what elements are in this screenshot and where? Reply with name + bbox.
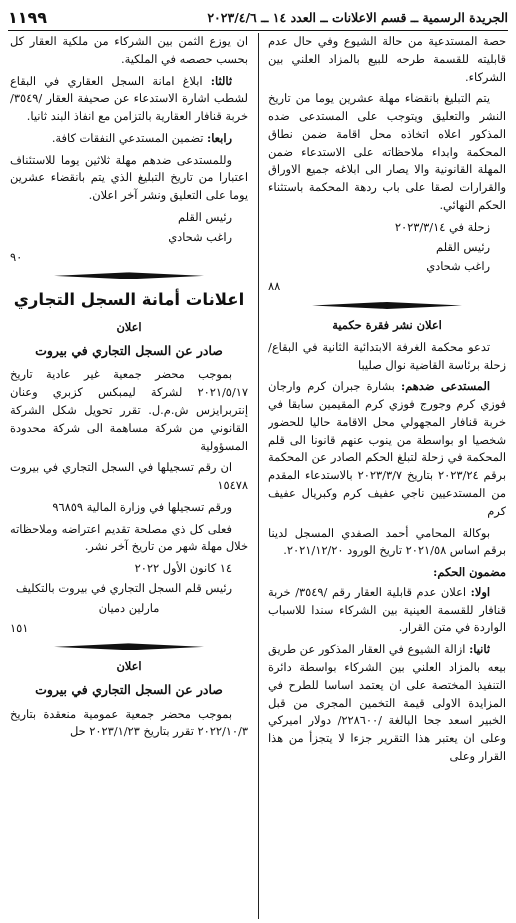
left-column xyxy=(10,33,248,919)
finance-registration: ورقم تسجيلها في وزارة المالية ٩٦٨٥٩ xyxy=(52,499,232,514)
signer-title: رئيس القلم xyxy=(178,210,232,225)
notice-heading: اعلان نشر فقرة حكمية xyxy=(332,317,442,332)
partition-text: حصة المستدعية من حالة الشيوع وفي حال عدم قابليته للقسمة طرحه للبيع بالمزاد العلني بين الشركاء. xyxy=(268,34,506,84)
ruling-heading: مضمون الحكم: xyxy=(433,565,506,580)
signer-name: راغب شحادي xyxy=(426,259,490,274)
registrar-title: رئيس قلم السجل التجاري في بيروت بالتكليف xyxy=(15,580,232,595)
signer-title: رئيس القلم xyxy=(436,239,490,254)
announcement-body: بموجب محضر جمعية غير عادية تاريخ ٢٠٢١/٥/١٧ لشركة ليمبكس كزبري وعنان إنتربرايزس ش.م.ل. تقرر تحويل شكل الشركة القانوني من شركة مساهمة الى شركة محدودة المسؤولية xyxy=(10,367,248,453)
reference-number: ٩٠ xyxy=(10,249,23,264)
notification-text: يتم التبليغ بانقضاء مهلة عشرين يوما من تاريخ النشر والتعليق ويتوجب على المستدعى ضده المذكور اعلاه اتخاذه محل اقامة ضمن نطاق المحكمة وابداء ملاحظاته على الاستدعاء ضمن المهلة القانونية والا يصار الى ابلاغه جميع الاوراق والقرارات لصقا على باب ردهة المحكمة باستثناء الحكم النهائي. xyxy=(268,91,506,213)
appeal-paragraph: وللمستدعى ضدهم مهلة ثلاثين يوما للاستئناف اعتبارا من تاريخ التبليغ الذي يتم بانقضاء عشرين يوما على التعليق ونشر آخر اعلان. xyxy=(10,152,248,203)
signer-name: راغب شحادي xyxy=(168,229,232,244)
fourth-label: رابعا: xyxy=(206,130,232,145)
ruling-first xyxy=(268,584,506,637)
third-text: ابلاغ امانة السجل العقاري في البقاع لشطب اشارة الاستدعاء عن صحيفة العقار /٣٥٤٩/ خربة قنافار العقارية بالتزامن مع انفاذ البند ثانيا. xyxy=(10,73,248,124)
page-header xyxy=(8,6,508,31)
fourth-text: تضمين المستدعي النفقات كافة. xyxy=(51,130,207,145)
agent-paragraph: بوكالة المحامي أحمد الصفدي المسجل لدينا برقم اساس ٢٠٢١/٥٨ تاريخ الورود ٢٠٢١/١٢/٢٠. xyxy=(268,525,506,558)
announcement-body: بموجب محضر جمعية عمومية منعقدة بتاريخ ٢٠٢٢/١٠/٣ تقرر بتاريخ ٢٠٢٣/١/٢٣ حل xyxy=(10,706,248,739)
court-paragraph: تدعو محكمة الغرفة الابتدائية الثانية في البقاع/ زحلة برئاسة القاضية نوال صليبا xyxy=(268,339,506,372)
respondents-paragraph xyxy=(268,378,506,520)
ruling-fourth xyxy=(10,130,248,148)
registrar-name: مارلين دميان xyxy=(98,600,160,615)
column-divider xyxy=(258,33,259,919)
section-divider xyxy=(268,302,506,309)
announcement-date: ١٤ كانون الأول ٢٠٢٢ xyxy=(134,561,232,576)
page-number: ١١٩٩ xyxy=(8,7,48,27)
registration-number: ان رقم تسجيلها في السجل التجاري في بيروت ١٥٤٧٨ xyxy=(10,460,248,493)
announcement-heading: اعلان xyxy=(116,659,142,674)
section-title: اعلانات أمانة السجل التجاري xyxy=(13,290,245,310)
ruling-second xyxy=(268,641,506,765)
distribution-text: ان يوزع الثمن بين الشركاء من ملكية العقار كل بحسب حصصه في الملكية. xyxy=(10,34,248,66)
objection-text: فعلى كل ذي مصلحة تقديم اعتراضه وملاحظاته خلال مهلة شهر من تاريخ آخر نشر. xyxy=(10,521,248,554)
section-divider xyxy=(10,643,248,650)
first-text: اعلان عدم قابلية العقار رقم /٣٥٤٩/ خربة قنافار للقسمة العينية بين الشركاء سندا للاسباب الواردة في متن القرار. xyxy=(268,584,506,635)
announcement-subheading: صادر عن السجل التجاري في بيروت xyxy=(35,682,223,698)
respondents-label: المستدعى ضدهم: xyxy=(400,379,490,394)
second-label: ثانيا: xyxy=(469,642,490,657)
ruling-third xyxy=(10,73,248,126)
third-label: ثالثا: xyxy=(210,73,232,88)
reference-number: ٨٨ xyxy=(268,279,281,294)
announcement-subheading: صادر عن السجل التجاري في بيروت xyxy=(35,342,223,358)
reference-number: ١٥١ xyxy=(10,620,29,635)
gazette-title: الجريدة الرسمية ــ قسم الاعلانات ــ العدد ١٤ ــ ٢٠٢٣/٤/٦ xyxy=(207,10,508,26)
date-line: زحلة في ٢٠٢٣/٣/١٤ xyxy=(394,219,490,234)
second-text: ازالة الشيوع في العقار المذكور عن طريق بيعه بالمزاد العلني بين الشركاء بواسطة دائرة التنفيذ المختصة على ان يعتمد اساسا للطرح في المزايدة الاولى قيمة التخمين المجرى من قبل الخبير اسعد جحا البالغة /٢٢٨٦٠٠/ دولار اميركي وعلى ان يعتبر هذا التقرير جزءا لا يتجزأ من هذا القرار وعلى xyxy=(268,642,506,763)
announcement-heading: اعلان xyxy=(116,320,142,335)
first-label: اولا: xyxy=(470,584,490,599)
section-divider xyxy=(10,272,248,279)
respondents-text: بشارة جبران كرم وارجان فوزي كرم وجورج فوزي كرم المقيمين سابقا في خربة قنافار المجهولي محل الاقامة حاليا للحضور شخصيا او بواسطة من ينوب عنهم قانونا الى قلم المحكمة في زحلة لتبلغ الحكم الصادر عن المحكمة برقم ٢٠٢٣/٢٤ بتاريخ ٢٠٢٣/٣/٧ بالاستدعاء المقدم من المستدعيين ناجي عفيف كرم وكبريال عفيف كرم xyxy=(268,379,506,518)
right-column xyxy=(268,33,506,919)
